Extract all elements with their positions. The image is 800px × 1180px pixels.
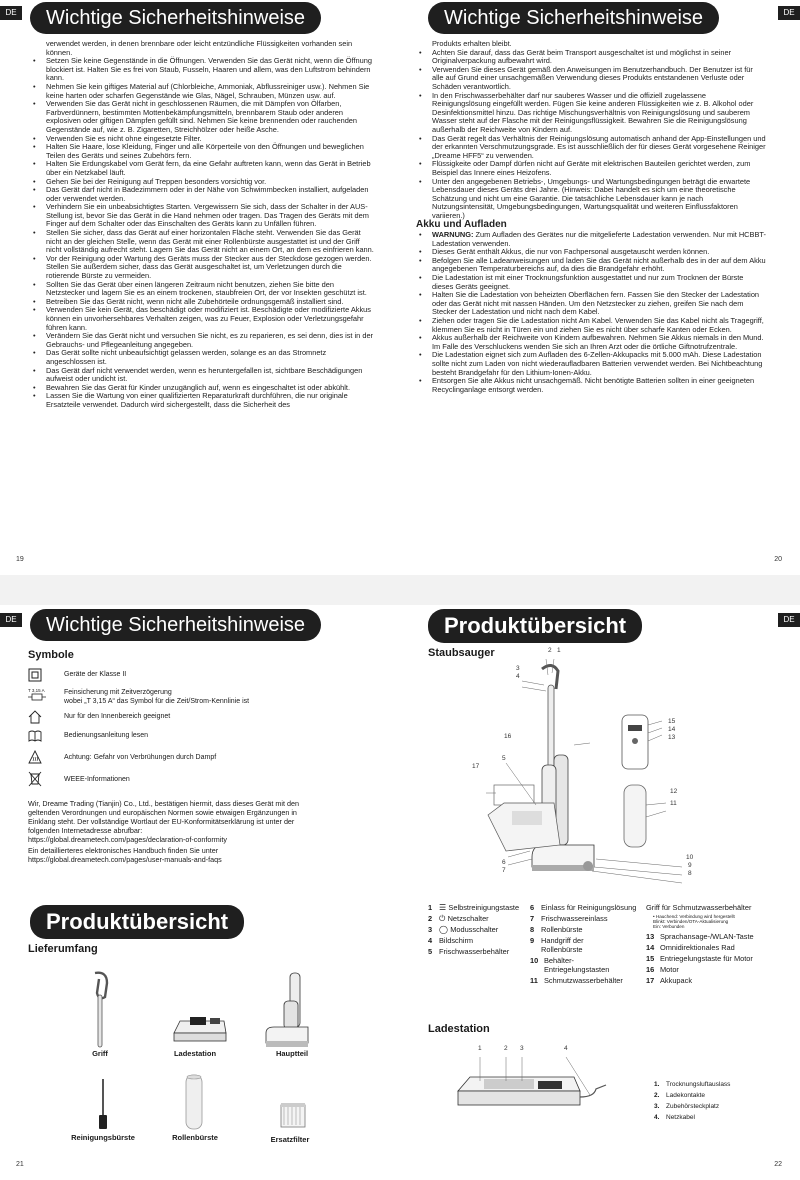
list-item: • Verändern Sie das Gerät nicht und versuchen Sie nicht, es zu reparieren, es sei denn, dies ist in der Gebrauchs- und Pflegeanleitung angegeben. <box>30 332 375 349</box>
package-caption: Ersatzfilter <box>270 1135 310 1144</box>
callout: 8 <box>688 870 692 877</box>
callout: 12 <box>670 788 678 795</box>
list-item: • Verwenden Sie kein Gerät, das beschädigt oder modifiziert ist. Beschädigte oder modifizierte Akkus können ein unvorhersehbares Verhalten zeigen, was zu Feuer, Explosion oder Verletzungsgefahr führen kann. <box>30 306 375 332</box>
list-item: 3 ◯ Modusschalter <box>428 925 499 934</box>
list-item: 1 ☰ Selbstreinigungstaste <box>428 903 520 912</box>
declaration-link[interactable]: https://global.dreametech.com/pages/declaration-of-conformity <box>28 835 227 844</box>
class-ii-icon <box>28 668 42 682</box>
weee-icon <box>28 771 42 787</box>
callout: 9 <box>688 862 692 869</box>
callout: 2 <box>548 647 552 654</box>
callout: 1 <box>557 647 561 654</box>
list-item: 1. Trocknungsluftauslass <box>654 1081 731 1088</box>
list-item: • Stellen Sie sicher, dass das Gerät auf einer horizontalen Fläche steht. Verwenden Sie das Gerät nicht an der gleichen Stelle, wenn das Gerät mit einer Rollenbürste ausgestattet ist und der Griff nicht vollständig aufrecht steht. Lagern Sie das Gerät nicht an einem Ort, an dem es einfrieren kann. <box>30 229 375 255</box>
page-number: 19 <box>16 556 24 563</box>
callout: 4 <box>516 673 520 680</box>
vacuum-diagram <box>460 645 740 895</box>
station-heading: Ladestation <box>428 1023 490 1035</box>
declaration-text: Wir, Dreame Trading (Tianjin) Co., Ltd., bestätigen hiermit, dass dieses Gerät mit den geltenden Verordnungen und europäischen Normen sowie etwaigen Ergänzungen in Einklang steht. Der vollständige Wortlaut der EU-Konformitätserklärung ist unter der folgenden Internetadresse abrufbar: https://global.dreametech.com/pages/declaration-of-conformity Ein detaillierteres elektronisches Handbuch finden Sie unter https://global.dreametech.com/pages/user-manuals-and-faqs <box>28 799 378 864</box>
overview-title: Produktübersicht <box>30 905 244 939</box>
page-number: 22 <box>774 1161 782 1168</box>
list-item: • Vor der Reinigung oder Wartung des Geräts muss der Stecker aus der Steckdose gezogen werden. Stellen Sie außerdem sicher, dass das Gerät ausgeschaltet ist, um Verletzungen durch die rotierende Bürste zu vermeiden. <box>30 255 375 281</box>
list-item: • Flüssigkeite oder Dampf dürfen nicht auf Geräte mit elektrischen Bauteilen gerichtet werden, zum Beispiel das Innere eines Heizofens. <box>416 160 766 177</box>
fuse-icon <box>28 693 46 701</box>
page-title: Produktübersicht <box>428 609 642 643</box>
list-item: • Das Gerät darf nicht verwendet werden, wenn es heruntergefallen ist, sichtbare Beschädigungen aufweist oder undicht ist. <box>30 367 375 384</box>
list-item: • Ziehen oder tragen Sie die Ladestation nicht Am Kabel. Verwenden Sie das Kabel nicht als Tragegriff, klemmen Sie es nicht in Türen ein und ziehen Sie es nicht über scharfe Kanten oder Ecken. <box>416 317 766 334</box>
list-item: • Gehen Sie bei der Reinigung auf Treppen besonders vorsichtig vor. <box>30 178 375 187</box>
callout: 3 <box>520 1045 524 1052</box>
list-item: 10 Behälter- Entriegelungstasten <box>530 956 610 974</box>
callout: 2 <box>504 1045 508 1052</box>
package-caption: Griff <box>92 1049 108 1058</box>
list-item: • Befolgen Sie alle Ladeanweisungen und laden Sie das Gerät nicht außerhalb des in der auf dem Akku angegebenen Temperaturbereichs auf, da dies die Brandgefahr erhöht. <box>416 257 766 274</box>
manual-icon <box>28 729 42 743</box>
list-item: • Halten Sie Erdungskabel vom Gerät fern, da eine Gefahr auftreten kann, wenn das Gerät in Betrieb über ein Netzkabel läuft. <box>30 160 375 177</box>
list-item: Griff für Schmutzwasserbehälter <box>646 903 752 912</box>
callout: 5 <box>502 755 506 762</box>
callout: 1 <box>478 1045 482 1052</box>
list-item: 16 Motor <box>646 964 679 974</box>
station-parts-list <box>654 1081 730 1124</box>
handle-illustration <box>85 969 115 1049</box>
list-item: • Die Ladestation eignet sich zum Aufladen des 6-Zellen-Akkupacks mit 5.000 mAh. Diese Ladestation sollte nicht zum Laden von nicht wiederaufladbaren Batterien verwendet werden. Bei Nichtbeachtung besteht Brandgefahr für den Lithium-Ionen-Akku. <box>416 351 766 377</box>
list-item: 11 Schmutzwasserbehälter <box>530 976 623 985</box>
list-item: 14 Omnidirektionales Rad <box>646 942 735 952</box>
page-21: DE Wichtige Sicherheitshinweise Symbole Geräte der Klasse II T 3,15 A Feinsicherung mit Zeitverzögerung wobei „T 3,15 A“ das Symbol für die Zeit/Strom-Kennlinie ist Nur für den Innenbereich geeignet Bedienungsanleitung lesen Achtung: Gefahr von Verbrühungen durch Dampf WEEE-Informationen Wir, Dreame Trading (Tianjin) Co., Ltd., bestätigen hiermit, dass dieses Gerät mit den geltenden Verordnungen und europäischen Normen sowie etwaigen Ergänzungen in Einklang steht. Der vollständige Wortlaut der EU-Konformitätserklärung ist unter der folgenden Internetadresse abrufbar: https://global.dreametech.com/pages/declaration-of-conformity Ein detaillierteres elektronisches Handbuch finden Sie unter https://global.dreametech.com/pages/user-manuals-and-faqs Produktübersicht Lieferumfang Griff Ladestation Hauptteil Reinigungsbürste Rollenbürste Ersatzfilter 21 <box>0 605 400 1180</box>
page-title: Wichtige Sicherheitshinweise <box>428 2 719 34</box>
list-item: 2 ⏻ Netzschalter <box>428 914 489 923</box>
list-item: • Unter den angegebenen Betriebs-, Umgebungs- und Wartungsbedingungen beträgt die erwartete Lebensdauer dieses Geräts drei Jahre. (Hinweis: Dabei handelt es sich um eine theoretische Schätzung und nicht um eine Garantie. Die tatsächliche Lebensdauer kann je nach Nutzungsintensität, Umgebungsbedingungen, Wartungsqualität und weiteren Einflussfaktoren variieren.) <box>416 178 766 221</box>
page-title: Wichtige Sicherheitshinweise <box>30 2 321 34</box>
package-caption: Ladestation <box>173 1049 217 1058</box>
mode-icon: ◯ <box>439 925 451 934</box>
list-item: • Halten Sie Haare, lose Kleidung, Finger und alle Körperteile von den Öffnungen und beweglichen Teilen des Geräts und seines Zubehörs fern. <box>30 143 375 160</box>
list-item: • Das Gerät regelt das Verhältnis der Reinigungslösung automatisch anhand der App-Einstellungen und der erkannten Verschmutzungsgrade. Es ist ausschließlich der für dieses Gerät vorgesehene Reiniger „Dreame HFF5“ zu verwenden. <box>416 135 766 161</box>
callout: 15 <box>668 718 676 725</box>
callout: 11 <box>670 800 677 807</box>
safety-list <box>30 40 375 410</box>
status-note: Blinkt: Verbinden/OTA-Aktualisierung <box>653 919 729 925</box>
page-19 <box>0 0 400 575</box>
callout: 17 <box>472 763 480 770</box>
list-item: 8 Rollenbürste <box>530 925 583 934</box>
list-item: • In den Frischwasserbehälter darf nur sauberes Wasser und die offiziell zugelassene Reinigungslösung eingefüllt werden. Fügen Sie keine anderen Flüssigkeiten wie z. B. Alkohol oder Desinfektionsmittel hinzu. Das richtige Mischungsverhältnis von Reinigungslösung und sauberem Wasser steht auf der Flasche mit der Reinigungsflüssigkeit. Bewahren Sie die Reinigungslösung außerhalb der Reichweite von Kindern auf. <box>416 92 766 135</box>
list-item: • Nehmen Sie kein giftiges Material auf (Chlorbleiche, Ammoniak, Abflussreiniger usw.). Nehmen Sie keine harten oder scharfen Gegenstände wie Glas, Nägel, Schrauben, Münzen usw. auf. <box>30 83 375 100</box>
battery-subheading: Akku und Aufladen <box>416 219 507 231</box>
page-number: 20 <box>774 556 782 563</box>
list-item: • Das Gerät sollte nicht unbeaufsichtigt gelassen werden, solange es an das Stromnetz angeschlossen ist. <box>30 349 375 366</box>
list-item: 13 Sprachansage-/WLAN-Taste <box>646 931 754 941</box>
parts-list-2 <box>530 903 636 987</box>
callout: 14 <box>668 726 676 733</box>
page-title: Wichtige Sicherheitshinweise <box>30 609 321 641</box>
package-caption: Rollenbürste <box>172 1133 218 1142</box>
status-note: Ein: Verbunden <box>653 924 685 930</box>
symbols-heading: Symbole <box>28 649 74 661</box>
list-item: • WARNUNG: Zum Aufladen des Gerätes nur die mitgelieferte Ladestation verwenden. Nur mit HCBBT-Ladestation verwenden. <box>416 231 766 248</box>
manual-link[interactable]: https://global.dreametech.com/pages/user-manuals-and-faqs <box>28 855 222 864</box>
power-icon: ⏻ <box>439 914 448 923</box>
indoor-icon <box>28 710 42 724</box>
language-tag: DE <box>0 6 22 20</box>
list-item: • Akkus außerhalb der Reichweite von Kindern aufbewahren. Nehmen Sie Akkus niemals in den Mund. Im Falle des Verschluckens wenden Sie sich an Ihren Arzt oder die örtliche Giftnotrufzentrale. <box>416 334 766 351</box>
list-item: Produkts erhalten bleibt. <box>432 39 512 48</box>
page-22 <box>400 605 800 1180</box>
safety-list <box>416 40 766 394</box>
main-unit-illustration <box>262 971 312 1051</box>
steam-warning-icon <box>28 750 42 764</box>
page-number: 21 <box>16 1161 24 1168</box>
list-item: 15 Entriegelungstaste für Motor <box>646 953 753 963</box>
page-20 <box>400 0 800 575</box>
package-caption: Reinigungsbürste <box>71 1133 135 1142</box>
callout: 4 <box>564 1045 568 1052</box>
spare-filter-illustration <box>278 1101 308 1129</box>
language-tag: DE <box>0 613 22 627</box>
language-tag: DE <box>778 6 800 20</box>
fuse-label: T 3,15 A <box>28 688 45 693</box>
list-item: • Sollten Sie das Gerät über einen längeren Zeitraum nicht benutzen, ziehen Sie bitte den Netzstecker und lagern Sie es an einem trockenen, staubfreien Ort, der vor Insekten geschützt ist. <box>30 281 375 298</box>
list-item: 2. Ladekontakte <box>654 1092 706 1099</box>
cleaning-brush-illustration <box>96 1077 110 1133</box>
list-item: • Das Gerät darf nicht in Badezimmern oder in der Nähe von Schwimmbecken installiert, aufgeladen oder verwendet werden. <box>30 186 375 203</box>
list-item: • Setzen Sie keine Gegenstände in die Öffnungen. Verwenden Sie das Gerät nicht, wenn die Öffnung blockiert ist. Halten Sie es frei von Staub, Fusseln, Haaren und allem, was den Luftstrom behindern kann. <box>30 57 375 83</box>
list-item: 3. Zubehörsteckplatz <box>654 1103 720 1110</box>
callout: 3 <box>516 665 520 672</box>
list-item: • Entsorgen Sie alte Akkus nicht unsachgemäß. Nicht benötigte Batterien sollten in einer geeigneten Recyclinganlage entsorgt werden. <box>416 377 766 394</box>
callout: 6 <box>502 859 506 866</box>
list-item: • Die Ladestation ist mit einer Trocknungsfunktion ausgestattet und nur zum Trocknen der Bürste dieses Geräts geeignet. <box>416 274 766 291</box>
callout: 7 <box>502 867 506 874</box>
list-item: • Achten Sie darauf, dass das Gerät beim Transport ausgeschaltet ist und möglichst in seiner Originalverpackung aufbewahrt wird. <box>416 49 766 66</box>
list-item: • Dieses Gerät enthält Akkus, die nur von Fachpersonal ausgetauscht werden können. <box>416 248 766 257</box>
list-item: • Lassen Sie die Wartung von einer qualifizierten Reparaturkraft durchführen, die nur originale Ersatzteile verwendet. Dadurch wird sichergestellt, dass die Sicherheit des <box>30 392 375 409</box>
list-item: 7 Frischwassereinlass <box>530 914 608 923</box>
package-caption: Hauptteil <box>275 1049 309 1058</box>
list-item: • Verwenden Sie es nicht ohne eingesetzte Filter. <box>30 135 375 144</box>
package-heading: Lieferumfang <box>28 943 98 955</box>
list-item: 6 Einlass für Reinigungslösung <box>530 903 637 912</box>
list-item: 17 Akkupack <box>646 975 693 985</box>
roller-brush-illustration <box>182 1073 206 1131</box>
self-clean-icon: ☰ <box>439 903 449 912</box>
station-diagram <box>450 1045 610 1135</box>
list-item: verwendet werden, in denen brennbare oder leicht entzündliche Flüssigkeiten vorhanden sein können. <box>46 39 353 57</box>
callout: 10 <box>686 854 694 861</box>
status-note: • Hauchend: Verbindung wird hergestellt <box>653 914 735 919</box>
station-illustration <box>170 1007 230 1045</box>
list-item: • Verwenden Sie dieses Gerät gemäß den Anweisungen im Benutzerhandbuch. Der Benutzer ist für alle auf Grund einer unsachgemäßen Verwendung dieses Produkts entstandenen Verluste oder Schäden verantwortlich. <box>416 66 766 92</box>
list-item: • Halten Sie die Ladestation von beheizten Oberflächen fern. Fassen Sie den Stecker der Ladestation oder das Gerät nicht mit nassen Händen. Um den Netzstecker zu ziehen, greifen Sie nach dem Stecker der Ladestation und nicht nach dem Kabel. <box>416 291 766 317</box>
vacuum-heading: Staubsauger <box>428 647 495 659</box>
callout: 16 <box>504 733 512 740</box>
list-item: • Verwenden Sie das Gerät nicht in geschlossenen Räumen, die mit Dämpfen von Ölfarben, Farbverdünnern, bestimmten Mottenbekämpfungsmitteln, brennbarem Staub oder anderen explosiven oder giftigen Dämpfen gefüllt sind. Nehmen Sie keine brennenden oder rauchenden Gegenstände auf, wie z. B. Zigaretten, Streichhölzer oder heiße Asche. <box>30 100 375 134</box>
language-tag: DE <box>778 613 800 627</box>
list-item: • Verhindern Sie ein unbeabsichtigtes Starten. Vergewissern Sie sich, dass der Schalter in der AUS-Stellung ist, bevor Sie das Gerät in die Hand nehmen oder tragen. Das Tragen des Geräts mit dem Finger auf dem Schalter oder das Einschalten des Geräts kann zu Unfällen führen. <box>30 203 375 229</box>
list-item: 5 Frischwasserbehälter <box>428 947 510 956</box>
list-item: 4. Netzkabel <box>654 1114 695 1121</box>
list-item: 4 Bildschirm <box>428 936 474 945</box>
list-item: • Betreiben Sie das Gerät nicht, wenn nicht alle Zubehörteile ordnungsgemäß installiert sind. <box>30 298 375 307</box>
parts-list-3 <box>646 903 754 987</box>
spread-gap <box>0 575 800 605</box>
parts-list-1 <box>428 903 519 958</box>
list-item: • Bewahren Sie das Gerät für Kinder unzugänglich auf, wenn es eingeschaltet ist oder abkühlt. <box>30 384 375 393</box>
list-item: 9 Handgriff der Rollenbürste <box>530 936 584 954</box>
callout: 13 <box>668 734 676 741</box>
